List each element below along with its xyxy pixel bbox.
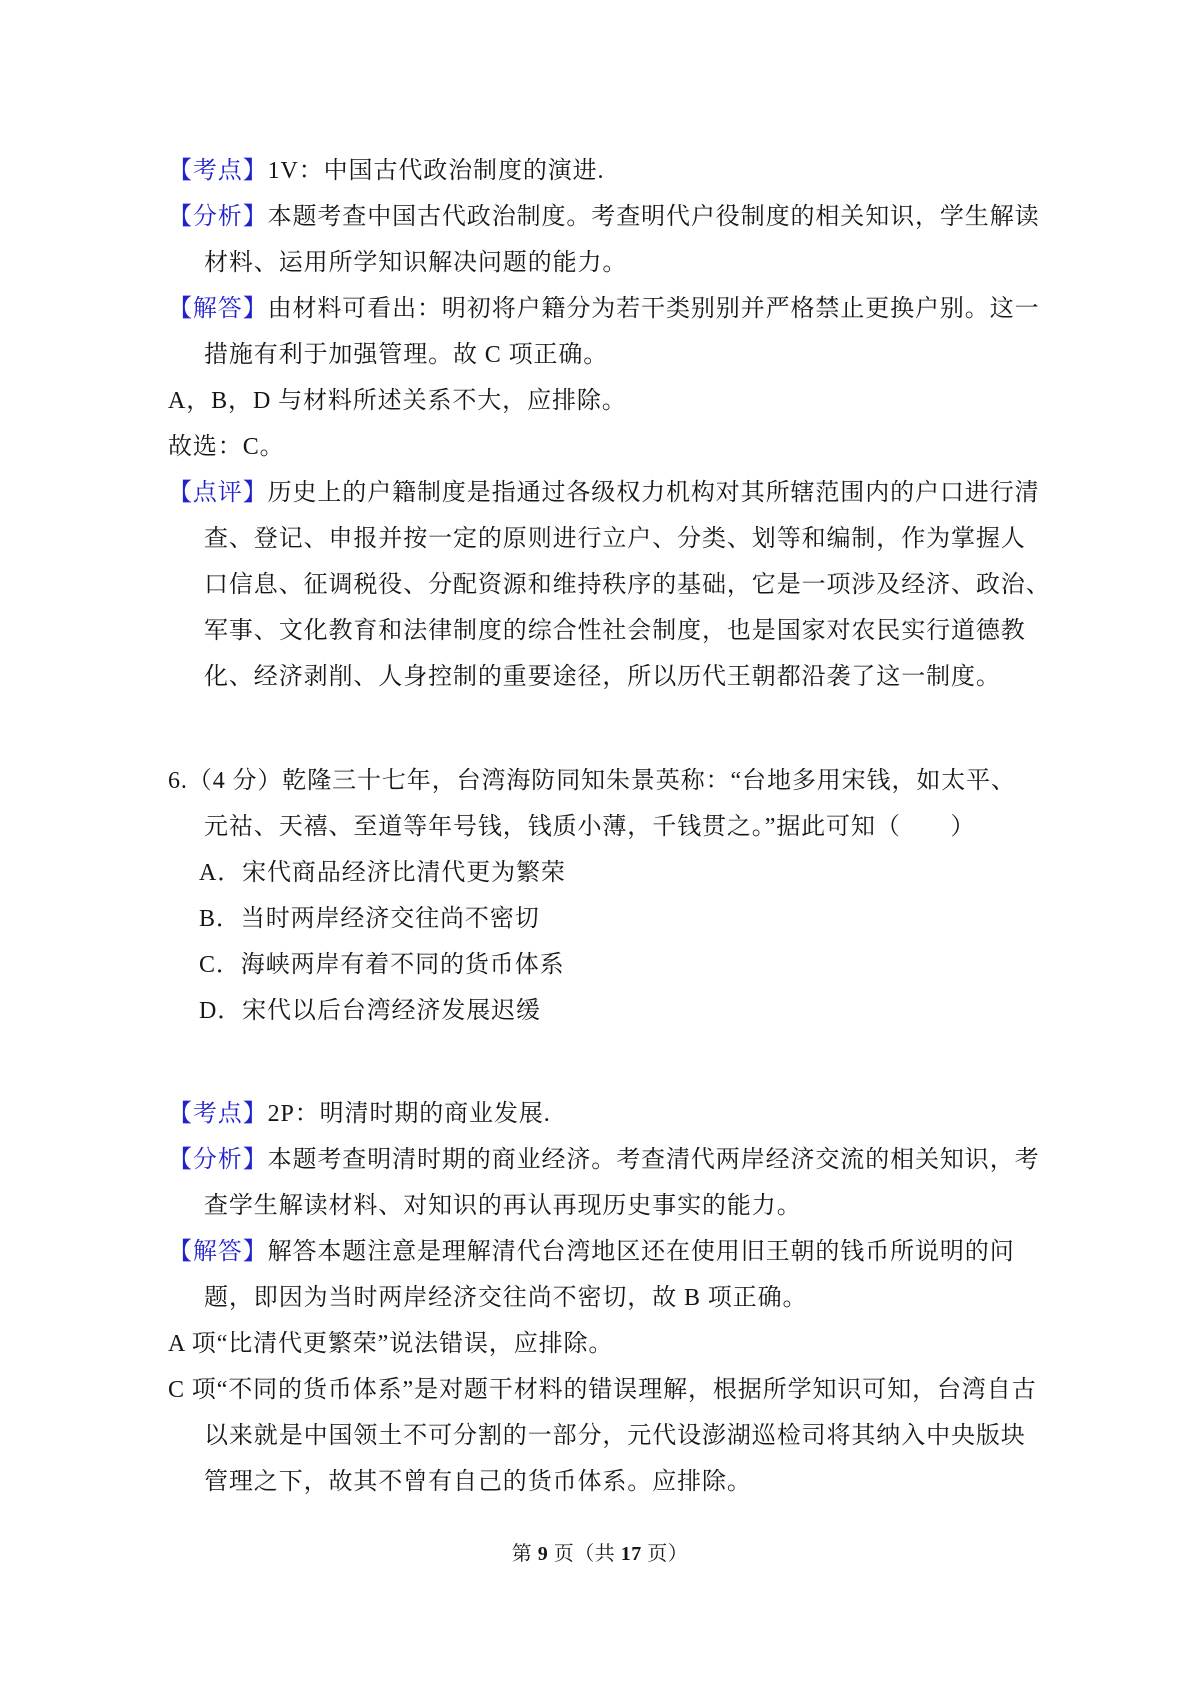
elimination-line-c	[168, 1367, 1200, 1413]
line-text: 本题考查中国古代政治制度。考查明代户役制度的相关知识，学生解读	[267, 204, 1040, 230]
line-text: A．宋代商品经济比清代更为繁荣	[199, 860, 566, 886]
question-6-line	[168, 758, 1200, 804]
footer-middle: 页（共	[548, 1543, 621, 1565]
line-text: 故选：C。	[168, 434, 285, 460]
page-footer	[0, 1541, 1200, 1567]
elimination-line-c-cont	[204, 1459, 1200, 1505]
line-text: 由材料可看出：明初将户籍分为若干类别别并严格禁止更换户别。这一	[267, 296, 1040, 322]
comment-line-cont	[204, 562, 1200, 608]
line-text: 口信息、征调税役、分配资源和维持秩序的基础，它是一项涉及经济、政治、	[204, 572, 1051, 598]
line-text: 以来就是中国领土不可分割的一部分，元代设澎湖巡检司将其纳入中央版块	[204, 1423, 1026, 1449]
footer-suffix: 页）	[641, 1543, 689, 1565]
section-tag-kaodian: 【考点】	[168, 158, 268, 184]
line-text: 措施有利于加强管理。故 C 项正确。	[204, 342, 609, 368]
answer-line-cont	[204, 332, 1200, 378]
exam-point-line	[168, 1091, 1200, 1137]
option-b	[199, 896, 1200, 942]
section-gap	[0, 1034, 1200, 1091]
section-tag-fenxi: 【分析】	[168, 1147, 268, 1173]
line-text: 查、登记、申报并按一定的原则进行立户、分类、划等和编制，作为掌握人	[204, 526, 1026, 552]
elimination-line-a	[168, 1321, 1200, 1367]
section-gap	[0, 700, 1200, 758]
chosen-answer-line	[168, 424, 1200, 470]
section-tag-kaodian: 【考点】	[168, 1101, 268, 1127]
answer-line	[168, 1229, 1200, 1275]
analysis-line-cont	[204, 240, 1200, 286]
exam-point-line	[168, 148, 1200, 194]
line-text: 管理之下，故其不曾有自己的货币体系。应排除。	[204, 1469, 752, 1495]
line-text: B．当时两岸经济交往尚不密切	[199, 906, 540, 932]
line-text: 材料、运用所学知识解决问题的能力。	[204, 250, 628, 276]
line-text: 6.（4 分）乾隆三十七年，台湾海防同知朱景英称：“台地多用宋钱，如太平、	[168, 768, 1016, 794]
answer-line	[168, 286, 1200, 332]
line-text: 元祜、天禧、至道等年号钱，钱质小薄，千钱贯之。”据此可知（ ）	[204, 814, 976, 840]
footer-prefix: 第	[511, 1543, 538, 1565]
total-pages: 17	[620, 1543, 642, 1565]
line-text: 解答本题注意是理解清代台湾地区还在使用旧王朝的钱币所说明的问	[267, 1239, 1015, 1265]
comment-line-cont	[204, 654, 1200, 700]
analysis-line-cont	[204, 1183, 1200, 1229]
option-d	[199, 988, 1200, 1034]
section-tag-jieda: 【解答】	[168, 1239, 268, 1265]
line-text: 题，即因为当时两岸经济交往尚不密切，故 B 项正确。	[204, 1285, 808, 1311]
line-text: 2P：明清时期的商业发展.	[267, 1101, 551, 1127]
line-text: C 项“不同的货币体系”是对题干材料的错误理解，根据所学知识可知，台湾自古	[168, 1377, 1037, 1403]
line-text: 本题考查明清时期的商业经济。考查清代两岸经济交流的相关知识，考	[267, 1147, 1040, 1173]
comment-line-cont	[204, 516, 1200, 562]
line-text: 军事、文化教育和法律制度的综合性社会制度，也是国家对农民实行道德教	[204, 618, 1026, 644]
elimination-line	[168, 378, 1200, 424]
comment-line-cont	[204, 608, 1200, 654]
answer-line-cont	[204, 1275, 1200, 1321]
line-text: C．海峡两岸有着不同的货币体系	[199, 952, 565, 978]
line-text: 查学生解读材料、对知识的再认再现历史事实的能力。	[204, 1193, 802, 1219]
option-a	[199, 850, 1200, 896]
page-number: 9	[537, 1543, 549, 1565]
analysis-line	[168, 1137, 1200, 1183]
section-tag-dianping: 【点评】	[168, 480, 268, 506]
option-c	[199, 942, 1200, 988]
question-6-line-cont	[204, 804, 1200, 850]
section-tag-fenxi: 【分析】	[168, 204, 268, 230]
comment-line	[168, 470, 1200, 516]
analysis-line	[168, 194, 1200, 240]
line-text: A 项“比清代更繁荣”说法错误，应排除。	[168, 1331, 614, 1357]
line-text: 历史上的户籍制度是指通过各级权力机构对其所辖范围内的户口进行清	[267, 480, 1040, 506]
line-text: 化、经济剥削、人身控制的重要途径，所以历代王朝都沿袭了这一制度。	[204, 664, 1001, 690]
line-text: D．宋代以后台湾经济发展迟缓	[199, 998, 541, 1024]
line-text: A，B，D 与材料所述关系不大，应排除。	[168, 388, 627, 414]
line-text: 1V：中国古代政治制度的演进.	[267, 158, 605, 184]
elimination-line-c-cont	[204, 1413, 1200, 1459]
section-tag-jieda: 【解答】	[168, 296, 268, 322]
